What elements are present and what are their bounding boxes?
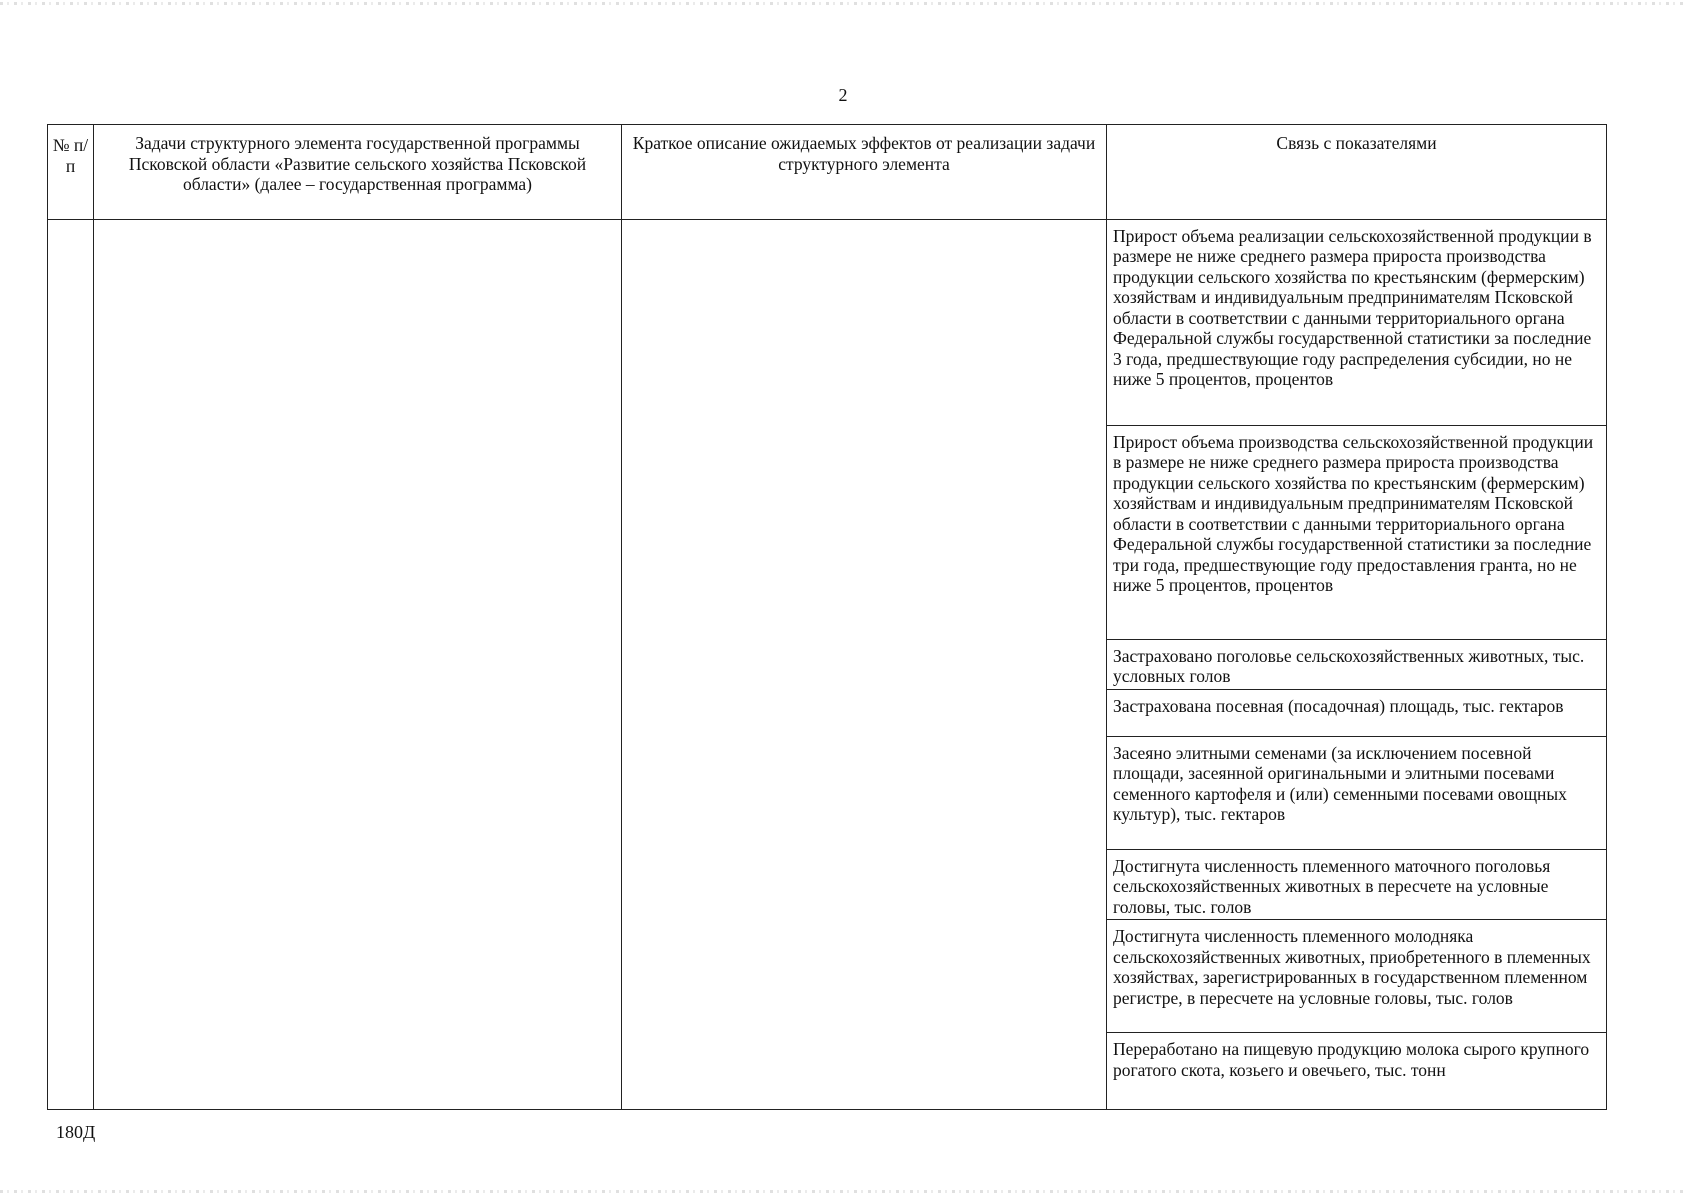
indicator-cell: Застраховано поголовье сельскохозяйственных животных, тыс. условных голов: [1107, 639, 1607, 689]
indicator-cell: Прирост объема производства сельскохозяйственной продукции в размере не ниже среднего размера прироста производства продукции сельского хозяйства по крестьянским (фермерским) хозяйствам и индивидуальным предпринимателям Псковской области в соответствии с данными территориального органа Федеральной службы государственной статистики за последние три года, предшествующие году предоставления гранта, но не ниже 5 процентов, процентов: [1107, 425, 1607, 639]
task-cell: [94, 219, 622, 1109]
table-row: [48, 219, 1607, 425]
header-num: № п/п: [48, 125, 94, 220]
num-cell: [48, 219, 94, 1109]
indicator-cell: Засеяно элитными семенами (за исключением посевной площади, засеянной оригинальными и элитными посевами семенного картофеля и (или) семенными посевами овощных культур), тыс. гектаров: [1107, 736, 1607, 849]
effects-cell: [622, 219, 1107, 1109]
page-number: 2: [838, 85, 848, 105]
indicators-table: [47, 124, 1607, 1110]
scan-edge-bottom: [0, 1190, 1686, 1193]
indicator-cell: Достигнута численность племенного молодняка сельскохозяйственных животных, приобретенного в племенных хозяйствах, зарегистрированных в государственном племенном регистре, в пересчете на условные головы, тыс. голов: [1107, 920, 1607, 1033]
indicator-cell: Прирост объема реализации сельскохозяйственной продукции в размере не ниже среднего размера прироста производства продукции сельского хозяйства по крестьянским (фермерским) хозяйствам и индивидуальным предпринимателям Псковской области в соответствии с данными территориального органа Федеральной службы государственной статистики за последние 3 года, предшествующие году распределения субсидии, но не ниже 5 процентов, процентов: [1107, 219, 1607, 425]
table-header-row: [48, 125, 1607, 220]
indicator-cell: Достигнута численность племенного маточного поголовья сельскохозяйственных животных в пересчете на условные головы, тыс. голов: [1107, 849, 1607, 920]
header-task: Задачи структурного элемента государственной программы Псковской области «Развитие сельского хозяйства Псковской области» (далее – государственная программа): [94, 125, 622, 220]
document-code: 180Д: [56, 1122, 96, 1142]
indicator-cell: Застрахована посевная (посадочная) площадь, тыс. гектаров: [1107, 690, 1607, 736]
header-link: Связь с показателями: [1107, 125, 1607, 220]
scan-edge-top: [0, 2, 1686, 5]
header-effects: Краткое описание ожидаемых эффектов от реализации задачи структурного элемента: [622, 125, 1107, 220]
indicator-cell: Переработано на пищевую продукцию молока сырого крупного рогатого скота, козьего и овечьего, тыс. тонн: [1107, 1033, 1607, 1110]
